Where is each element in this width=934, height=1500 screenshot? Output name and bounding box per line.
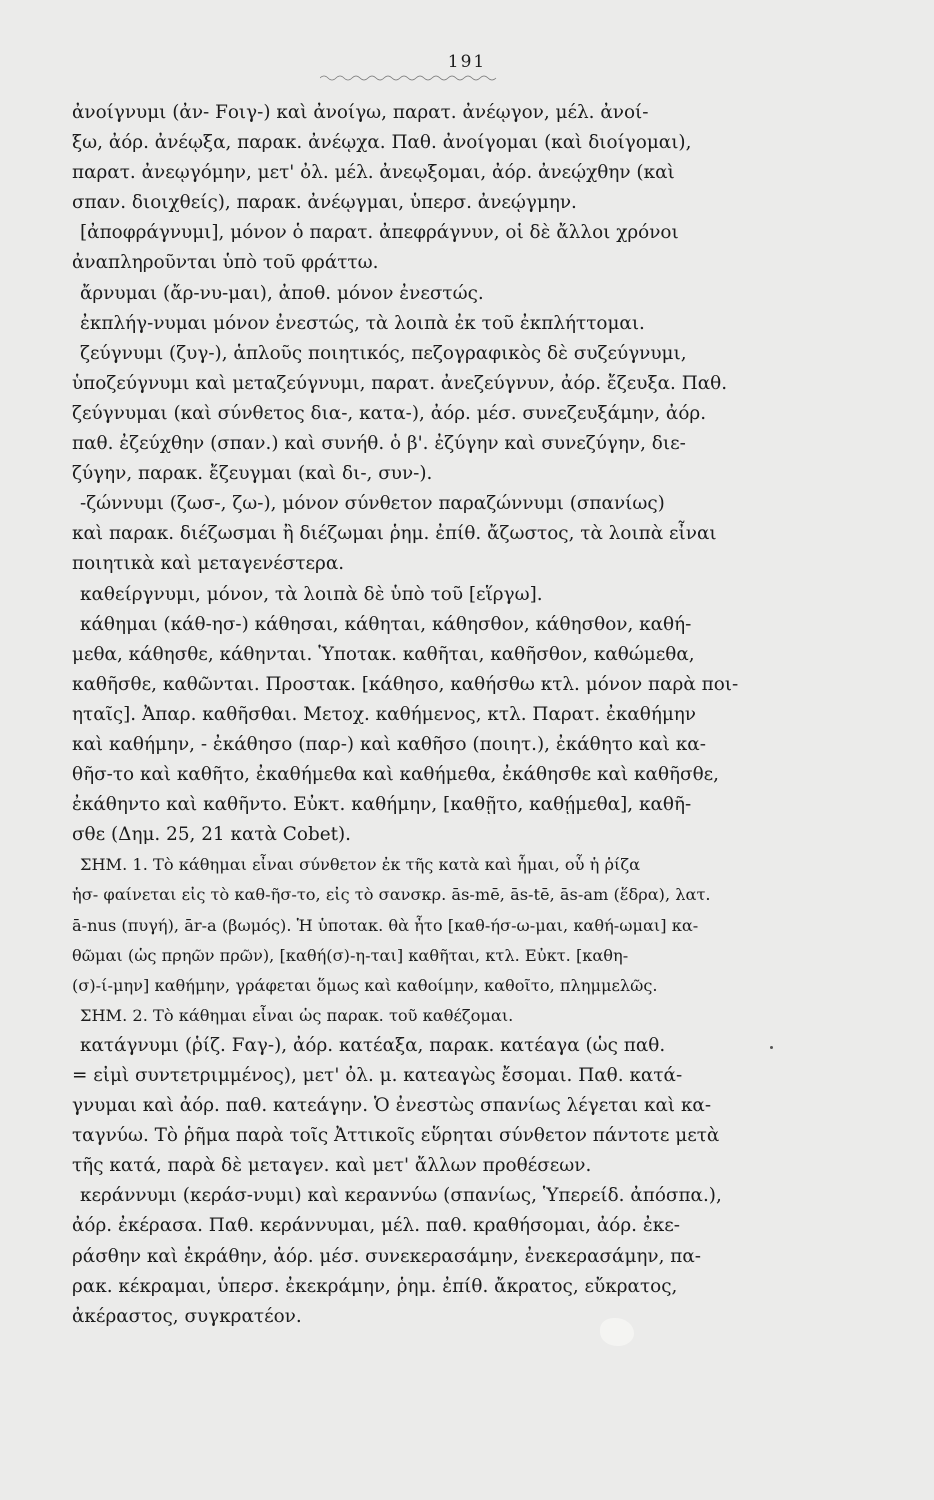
text-line: ξω, ἀόρ. ἀνέῳξα, παρακ. ἀνέῳχα. Παθ. ἀνοίγομαι (καὶ διοίγομαι), xyxy=(72,132,692,154)
text-line: = εἰμὶ συντετριμμένος), μετ' ὀλ. μ. κατεαγὼς ἔσομαι. Παθ. κατά- xyxy=(72,1065,683,1086)
note-line: (σ)-ί-μην] καθήμην, γράφεται ὅμως καὶ καθοίμην, καθοῖτο, πλημμελῶς. xyxy=(72,975,658,995)
ornament-rule xyxy=(320,74,500,82)
text-line: ἄρνυμαι (ἄρ-νυ-μαι), ἀποθ. μόνον ἐνεστώς. xyxy=(80,282,484,304)
text-line: [ἀποφράγνυμι], μόνον ὁ παρατ. ἀπεφράγνυν, οἱ δὲ ἄλλοι χρόνοι xyxy=(80,222,679,244)
text-line: κατάγνυμι (ῥίζ. Fαγ-), ἀόρ. κατέαξα, παρακ. κατέαγα (ὡς παθ. xyxy=(80,1034,666,1056)
page-number: 191 xyxy=(447,52,487,72)
text-line: ρακ. κέκραμαι, ὑπερσ. ἐκεκράμην, ῥημ. ἐπίθ. ἄκρατος, εὔκρατος, xyxy=(72,1275,678,1297)
text-line: καὶ παρακ. διέζωσμαι ἢ διέζωμαι ῥημ. ἐπίθ. ἄζωστος, τὰ λοιπὰ εἶναι xyxy=(72,523,717,545)
paper-damage-spot xyxy=(600,1318,634,1346)
text-line: παθ. ἐζεύχθην (σπαν.) καὶ συνήθ. ὁ β'. ἐζύγην καὶ συνεζύγην, διε- xyxy=(72,433,686,455)
text-line: ζεύγνυμι (ζυγ-), ἁπλοῦς ποιητικός, πεζογραφικὸς δὲ συζεύγνυμι, xyxy=(80,342,687,364)
text-line: μεθα, κάθησθε, κάθηνται. Ὑποτακ. καθῆται, καθῆσθον, καθώμεθα, xyxy=(72,643,695,665)
text-line: ἀόρ. ἐκέρασα. Παθ. κεράννυμαι, μέλ. παθ. κραθήσομαι, ἀόρ. ἐκε- xyxy=(72,1215,680,1237)
page-text xyxy=(72,98,820,1332)
text-line: ποιητικὰ καὶ μεταγενέστερα. xyxy=(72,553,345,575)
text-line: σθε (Δημ. 25, 21 κατὰ Cobet). xyxy=(72,824,352,846)
text-line: παρατ. ἀνεῳγόμην, μετ' ὀλ. μέλ. ἀνεῳξομαι, ἀόρ. ἀνεῴχθην (καὶ xyxy=(72,162,675,184)
text-line: ἐκάθηντο καὶ καθῆντο. Εὐκτ. καθήμην, [καθῇτο, καθῄμεθα], καθῆ- xyxy=(72,794,692,816)
note-line: ἡσ- φαίνεται εἰς τὸ καθ-ῆσ-το, εἰς τὸ σανσκρ. ās-mē, ās-tē, ās-am (ἕδρα), λατ. xyxy=(72,885,711,905)
text-line: ἐκπλήγ-νυμαι μόνον ἐνεστώς, τὰ λοιπὰ ἐκ τοῦ ἐκπλήττομαι. xyxy=(80,312,645,334)
ink-speck xyxy=(770,1046,773,1049)
text-line: ζύγην, παρακ. ἔζευγμαι (καὶ δι-, συν-). xyxy=(72,463,433,485)
text-line: -ζώννυμι (ζωσ-, ζω-), μόνον σύνθετον παραζώννυμι (σπανίως) xyxy=(80,493,665,515)
note-line: ā-nus (πυγή), ār-a (βωμός). Ἡ ὑποτακ. θὰ ἦτο [καθ-ήσ-ω-μαι, καθή-ωμαι] κα- xyxy=(72,915,699,935)
text-line: ἀκέραστος, συγκρατέον. xyxy=(72,1305,302,1327)
text-line: ὑποζεύγνυμι καὶ μεταζεύγνυμι, παρατ. ἀνεζεύγνυν, ἀόρ. ἔζευξα. Παθ. xyxy=(72,372,728,394)
text-line: τῆς κατά, παρὰ δὲ μεταγεν. καὶ μετ' ἄλλων προθέσεων. xyxy=(72,1155,592,1177)
text-line: γνυμαι καὶ ἀόρ. παθ. κατεάγην. Ὁ ἐνεστὼς σπανίως λέγεται καὶ κα- xyxy=(72,1095,712,1117)
text-line: καθείργνυμι, μόνον, τὰ λοιπὰ δὲ ὑπὸ τοῦ [εἵργω]. xyxy=(80,583,543,605)
text-line: καθῆσθε, καθῶνται. Προστακ. [κάθησο, καθήσθω κτλ. μόνον παρὰ ποι- xyxy=(72,673,739,695)
text-line: ηταῖς]. Ἀπαρ. καθῆσθαι. Μετοχ. καθήμενος, κτλ. Παρατ. ἐκαθήμην xyxy=(72,703,696,725)
text-line: ἀναπληροῦνται ὑπὸ τοῦ φράττω. xyxy=(72,252,379,274)
text-line: ἀνοίγνυμι (ἀν- Fοιγ-) καὶ ἀνοίγω, παρατ. ἀνέῳγον, μέλ. ἀνοί- xyxy=(72,102,649,123)
text-line: σπαν. διοιχθείς), παρακ. ἀνέῳγμαι, ὑπερσ. ἀνεῴγμην. xyxy=(72,192,577,214)
text-line: ράσθην καὶ ἐκράθην, ἀόρ. μέσ. συνεκερασάμην, ἐνεκερασάμην, πα- xyxy=(72,1245,702,1267)
text-line: κάθημαι (κάθ-ησ-) κάθησαι, κάθηται, κάθησθον, κάθησθον, καθή- xyxy=(80,613,692,635)
note-line: ΣΗΜ. 2. Τὸ κάθημαι εἶναι ὡς παρακ. τοῦ καθέζομαι. xyxy=(80,1005,514,1025)
text-line: κεράννυμι (κεράσ-νυμι) καὶ κεραννύω (σπανίως, Ὑπερείδ. ἀπόσπα.), xyxy=(80,1185,722,1207)
text-line: θῆσ-το καὶ καθῆτο, ἐκαθήμεθα καὶ καθήμεθα, ἐκάθησθε καὶ καθῆσθε, xyxy=(72,764,720,786)
text-line: καὶ καθήμην, - ἐκάθησο (παρ-) καὶ καθῆσο (ποιητ.), ἐκάθητο καὶ κα- xyxy=(72,733,706,755)
text-line: ταγνύω. Τὸ ῥῆμα παρὰ τοῖς Ἀττικοῖς εὕρηται σύνθετον πάντοτε μετὰ xyxy=(72,1125,720,1147)
note-line: ΣΗΜ. 1. Τὸ κάθημαι εἶναι σύνθετον ἐκ τῆς κατὰ καὶ ἧμαι, οὗ ἡ ῥίζα xyxy=(80,855,641,875)
text-line: ζεύγνυμαι (καὶ σύνθετος δια-, κατα-), ἀόρ. μέσ. συνεζευξάμην, ἀόρ. xyxy=(72,402,707,424)
note-line: θῶμαι (ὡς πρηῶν πρῶν), [καθή(σ)-η-ται] καθῆται, κτλ. Εὐκτ. [καθη- xyxy=(72,945,629,965)
